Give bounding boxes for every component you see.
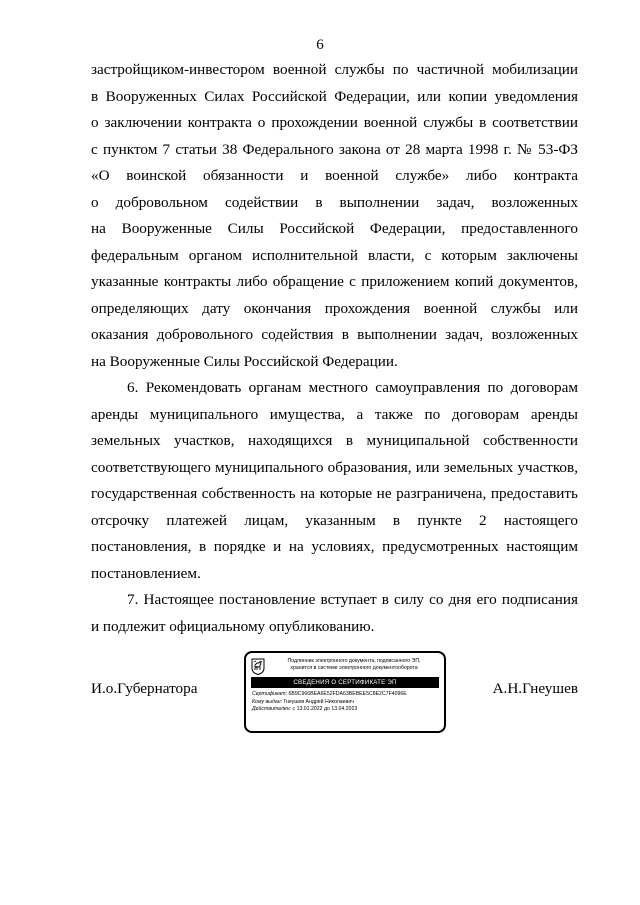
- validity-label: Действителен:: [252, 706, 292, 713]
- paragraph-6: [91, 375, 578, 587]
- stamp-header-line: хранится в системе электронного документооборота: [290, 665, 418, 671]
- text-line: застройщиком-инвестором военной службы по частичной мобилизации: [91, 61, 578, 78]
- text-line: постановления, в порядке и на условиях, предусмотренных настоящим: [91, 538, 578, 555]
- text-line: 7. Настоящее постановление вступает в силу со дня его подписания: [127, 591, 578, 608]
- text-line: на Вооруженные Силы Российской Федерации.: [91, 352, 398, 370]
- stamp-header: [268, 658, 440, 672]
- paragraph-7: [91, 587, 578, 640]
- stamp-certificate-info: [252, 691, 442, 714]
- issued-to-value: Гнеушев Андрей Николаевич: [283, 698, 354, 705]
- text-line: и подлежит официальному опубликованию.: [91, 617, 375, 635]
- text-line: в Вооруженных Силах Российской Федерации, или копии уведомления: [91, 87, 578, 105]
- text-line: соответствующего муниципального образования, или земельных участков,: [91, 458, 578, 476]
- coat-of-arms-icon: [251, 658, 265, 675]
- signatory-title: И.о.Губернатора: [91, 680, 198, 697]
- text-line: 6. Рекомендовать органам местного самоуправления по договорам: [127, 379, 578, 396]
- validity-row: [252, 706, 442, 714]
- text-line: оказания добровольного содействия в выполнении задач, возложенных: [91, 326, 578, 343]
- text-line: о заключении контракта о прохождении военной службы в соответствии: [91, 114, 578, 131]
- text-line: о добровольном содействии в выполнении задач, возложенных: [91, 193, 578, 211]
- page-number: 6: [316, 37, 324, 53]
- electronic-signature-stamp: [244, 651, 446, 733]
- certificate-label: Сертификат:: [252, 691, 288, 697]
- signatory-name: А.Н.Гнеушев: [492, 680, 578, 697]
- stamp-title-bar: СВЕДЕНИЯ О СЕРТИФИКАТЕ ЭП: [251, 677, 439, 688]
- text-line: федеральным органом исполнительной власти, с которым заключены: [91, 246, 578, 264]
- stamp-header-line: Подлинник электронного документа, подписанного ЭП,: [287, 658, 421, 664]
- text-line: с пунктом 7 статьи 38 Федерального закона от 28 марта 1998 г. № 53-ФЗ: [91, 140, 578, 158]
- paragraph-continuation: [91, 57, 578, 375]
- certificate-row: [252, 691, 442, 699]
- document-body: [91, 57, 578, 640]
- validity-value: с 13.01.2022 до 13.04.2023: [292, 706, 358, 713]
- text-line: государственная собственность на которые не разграничена, предоставить: [91, 485, 578, 502]
- text-line: земельных участков, находящихся в муниципальной собственности: [91, 432, 578, 449]
- text-line: указанные контракты либо обращение с приложением копий документов,: [91, 273, 578, 290]
- text-line: «О воинской обязанности и военной службе» либо контракта: [91, 167, 578, 184]
- text-line: постановлением.: [91, 564, 201, 582]
- text-line: на Вооруженные Силы Российской Федерации, предоставленного: [91, 220, 578, 237]
- text-line: определяющих дату окончания прохождения военной службы или: [91, 299, 578, 317]
- text-line: аренды муниципального имущества, а также по договорам аренды: [91, 405, 578, 423]
- text-line: отсрочку платежей лицам, указанным в пункте 2 настоящего: [91, 511, 578, 529]
- certificate-value: 6B9C966BEA6E52FDA63BEBEE5C8E2C7F4096E: [288, 691, 407, 697]
- issued-to-label: Кому выдан:: [252, 698, 283, 705]
